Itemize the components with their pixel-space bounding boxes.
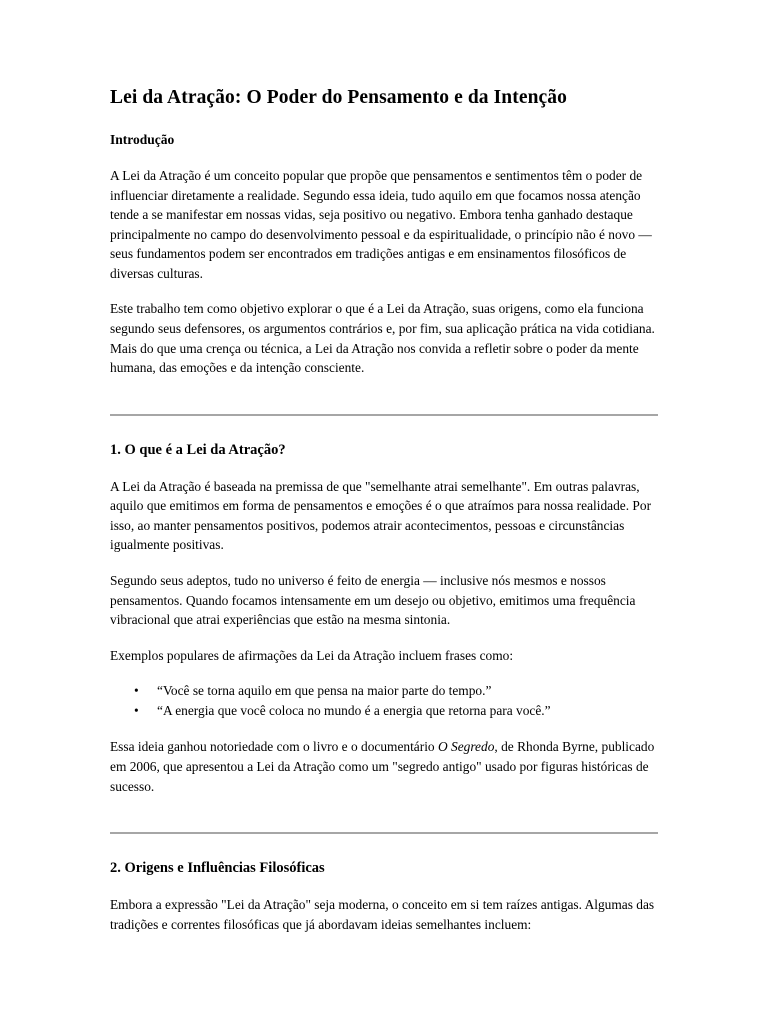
section-1-paragraph-1: A Lei da Atração é baseada na premissa de que "semelhante atrai semelhante". Em outras palavras, aquilo que emitimos em forma de pensamentos e emoções é o que atraímos para nossa realidade. Por isso, ao manter pensamentos positivos, podemos atrair acontecimentos, pessoas e circunstâncias igualmente positivas.	[110, 478, 652, 553]
list-item	[110, 681, 658, 701]
heading-introducao: Introdução	[110, 132, 175, 148]
section-1-paragraph-3	[110, 737, 658, 796]
paragraph-text-after-title: , de Rhonda Byrne, publicado em 2006, que apresentou a Lei da Atração como um "segredo antigo" usado por figuras históricas de sucesso.	[110, 739, 655, 794]
paragraph-text-before-title: Essa ideia ganhou notoriedade com o livro e o documentário	[110, 739, 438, 755]
heading-section-2: 2. Origens e Influências Filosóficas	[110, 860, 325, 877]
affirmations-list	[110, 681, 658, 721]
list-item-label: “Você se torna aquilo em que pensa na maior parte do tempo.”	[157, 683, 492, 699]
section-1-list-intro: Exemplos populares de afirmações da Lei da Atração incluem frases como:	[110, 647, 514, 663]
bullet-icon: •	[134, 703, 139, 719]
section-2-paragraph-1: Embora a expressão "Lei da Atração" seja moderna, o conceito em si tem raízes antigas. Algumas das tradições e correntes filosóficas que já abordavam ideias semelhantes incluem:	[110, 897, 655, 932]
intro-paragraph-2: Este trabalho tem como objetivo explorar o que é a Lei da Atração, suas origens, como ela funciona segundo seus defensores, os argumentos contrários e, por fim, sua aplicação prática na vida cotidiana. Mais do que uma crença ou técnica, a Lei da Atração nos convida a refletir sobre o poder da mente humana, das emoções e da intenção consciente.	[110, 301, 655, 376]
section-divider-2	[110, 832, 658, 834]
section-1-paragraph-2: Segundo seus adeptos, tudo no universo é feito de energia — inclusive nós mesmos e nossos pensamentos. Quando focamos intensamente em um desejo ou objetivo, emitimos uma frequência vibracional que atrai experiências que estão na mesma sintonia.	[110, 573, 636, 628]
spacer	[110, 812, 658, 818]
page-title: Lei da Atração: O Poder do Pensamento e da Intenção	[110, 87, 567, 108]
section-divider-1	[110, 414, 658, 416]
list-item-label: “A energia que você coloca no mundo é a energia que retorna para você.”	[157, 703, 551, 719]
book-title-italic: O Segredo	[437, 739, 495, 755]
bullet-icon: •	[134, 683, 139, 699]
list-item	[110, 701, 658, 721]
intro-paragraph-1: A Lei da Atração é um conceito popular que propõe que pensamentos e sentimentos têm o poder de influenciar diretamente a realidade. Segundo essa ideia, tudo aquilo em que focamos nossa atenção tende a se manifestar em nossas vidas, seja positivo ou negativo. Embora tenha ganhado destaque principalmente no campo do desenvolvimento pessoal e da espiritualidade, o princípio não é novo — seus fundamentos podem ser encontrados em tradições antigas e em ensinamentos filosóficos de diversas culturas.	[110, 167, 652, 281]
spacer	[110, 394, 658, 400]
heading-section-1: 1. O que é a Lei da Atração?	[110, 441, 286, 458]
